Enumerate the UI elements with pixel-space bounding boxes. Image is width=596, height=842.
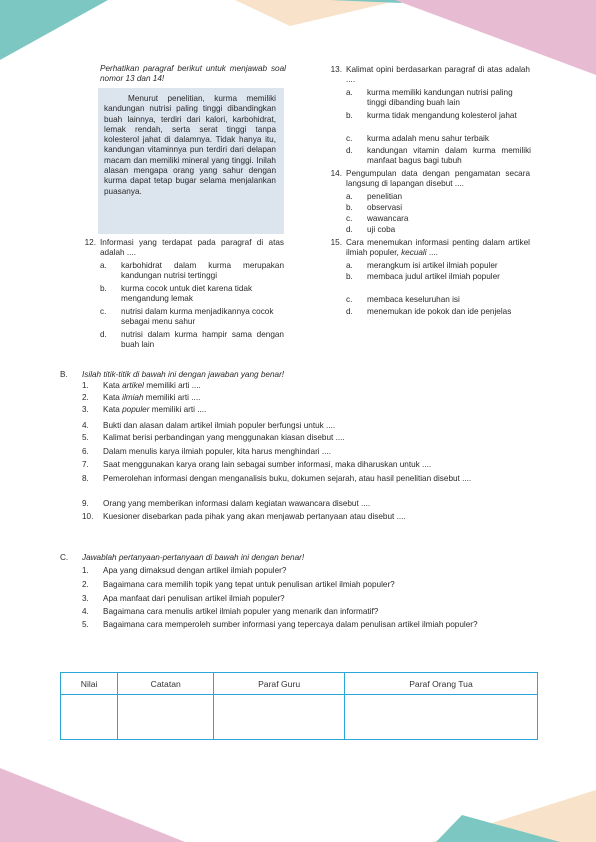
option-letter: d. — [346, 307, 353, 316]
option-text: merangkum isi artikel ilmiah populer — [367, 261, 498, 270]
option-text: penelitian — [367, 192, 403, 201]
question-number: 13. — [330, 65, 342, 74]
section-c-item-number: 1. — [82, 566, 89, 575]
grade-table-header — [61, 673, 538, 695]
item-text: Kuesioner disebarkan pada pihak yang akan menjawab pertanyaan atau disebut .... — [103, 512, 406, 521]
top-peach-shape — [235, 0, 400, 26]
option-text: kurma adalah menu sahur terbaik — [367, 134, 489, 143]
section-c-item-text: Bagaimana cara memperoleh sumber informasi yang tepercaya dalam penulisan artikel ilmiah populer? — [103, 620, 478, 629]
section-letter: B. — [60, 370, 68, 379]
option-text: nutrisi dalam kurma menjadikannya cocok sebagai menu sahur — [121, 307, 274, 327]
option-text: membaca keseluruhan isi — [367, 295, 460, 304]
reading-paragraph: Menurut penelitian, kurma memiliki kandungan nutrisi paling tinggi dibandingkan buah lainnya, terdiri dari kalori, karbohidrat, lemak rendah, serta serat tinggi tanpa kolesterol jahat di dalamnya. Tidak hanya itu, kandungan vitaminnya pun terdiri dari delapan macam dan memiliki mineral yang tinggi. Inilah alasan mengapa orang yang sahur dengan kurma dapat tetap bugar selama menjalankan puasanya. — [104, 94, 276, 196]
item-text-end: memiliki arti .... — [143, 393, 201, 402]
section-b-item-text — [103, 433, 537, 443]
question-text-emphasis: kecuali — [401, 248, 427, 258]
section-b-item-text — [103, 405, 537, 415]
question-number: 12. — [84, 238, 96, 247]
section-b-item-number: 2. — [82, 393, 89, 402]
question-text: Kalimat opini berdasarkan paragraf di atas adalah .... — [346, 65, 530, 85]
item-text-end: memiliki arti .... — [149, 405, 207, 414]
section-b-item-number: 1. — [82, 381, 89, 390]
section-c-item-number: 5. — [82, 620, 89, 629]
cell-paraf-guru[interactable] — [214, 695, 345, 740]
section-b-item-number: 4. — [82, 421, 89, 430]
item-text: Kata — [103, 405, 123, 414]
header-paraf-guru: Paraf Guru — [214, 673, 345, 695]
grade-table — [60, 672, 538, 740]
option-text: menemukan ide pokok dan ide penjelas — [367, 307, 512, 316]
question-text: Pengumpulan data dengan pengamatan secara langsung di lapangan disebut .... — [346, 169, 530, 189]
cell-catatan[interactable] — [118, 695, 214, 740]
option-letter: c. — [100, 307, 107, 316]
item-text: Saat menggunakan karya orang lain sebagai sumber informasi, maka diharuskan untuk .... — [103, 460, 432, 469]
option-letter: d. — [100, 330, 107, 339]
section-c-item-number: 2. — [82, 580, 89, 589]
section-b-item-number: 8. — [82, 474, 89, 483]
section-c-item-text: Apa yang dimaksud dengan artikel ilmiah populer? — [103, 566, 287, 575]
header-nilai: Nilai — [61, 673, 118, 695]
section-c-item-number: 3. — [82, 594, 89, 603]
cell-nilai[interactable] — [61, 695, 118, 740]
section-title: Jawablah pertanyaan-pertanyaan di bawah ini dengan benar! — [82, 553, 305, 562]
section-b-item-number: 6. — [82, 447, 89, 456]
question-text: Informasi yang terdapat pada paragraf di atas adalah .... — [100, 238, 284, 258]
option-letter: a. — [346, 192, 353, 201]
section-b-item-text — [103, 393, 537, 403]
section-c-item-text: Apa manfaat dari penulisan artikel ilmiah populer? — [103, 594, 285, 603]
section-b-item-number: 9. — [82, 499, 89, 508]
item-text-end: memiliki arti .... — [143, 381, 201, 390]
section-b-item-text — [103, 512, 537, 522]
option-letter: c. — [346, 214, 353, 223]
section-c-item-number: 4. — [82, 607, 89, 616]
bottom-left-pink-shape — [0, 768, 185, 842]
item-term: artikel — [122, 381, 144, 390]
section-letter: C. — [60, 553, 69, 562]
top-right-pink-shape — [395, 0, 596, 75]
option-text: observasi — [367, 203, 403, 212]
header-catatan: Catatan — [118, 673, 214, 695]
option-letter: d. — [346, 225, 353, 234]
section-b-item-text — [103, 447, 537, 457]
option-text: nutrisi dalam kurma hampir sama dengan buah lain — [121, 330, 284, 350]
option-letter: c. — [346, 134, 353, 143]
section-b-item-text — [103, 460, 537, 470]
section-title: Isilah titik-titik di bawah ini dengan jawaban yang benar! — [82, 370, 285, 379]
question-text-end: .... — [426, 248, 438, 258]
cell-paraf-orang-tua[interactable] — [344, 695, 537, 740]
option-letter: a. — [100, 261, 107, 270]
section-b-item-text — [103, 381, 537, 391]
option-text: wawancara — [367, 214, 409, 223]
item-text: Kata — [103, 393, 123, 402]
option-letter: c. — [346, 295, 353, 304]
option-text: karbohidrat dalam kurma merupakan kandungan nutrisi tertinggi — [121, 261, 284, 281]
option-letter: a. — [346, 88, 353, 97]
section-b-item-text — [103, 499, 537, 509]
header-paraf-orang-tua: Paraf Orang Tua — [344, 673, 537, 695]
section-b-item-number: 3. — [82, 405, 89, 414]
option-letter: b. — [346, 272, 353, 281]
option-letter: b. — [346, 203, 353, 212]
grade-table-row — [61, 695, 538, 740]
option-text: uji coba — [367, 225, 396, 234]
section-b-item-number: 10. — [82, 512, 94, 521]
question-number: 14. — [330, 169, 342, 178]
option-text: kurma tidak mengandung kolesterol jahat — [367, 111, 517, 120]
question-number: 15. — [330, 238, 342, 247]
item-term: ilmiah — [122, 393, 144, 402]
item-text: Pemerolehan informasi dengan menganalisis buku, dokumen sejarah, atau hasil penelitian disebut .... — [103, 474, 472, 483]
option-letter: d. — [346, 146, 353, 155]
option-letter: a. — [346, 261, 353, 270]
top-left-teal-shape — [0, 0, 108, 60]
option-text: kandungan vitamin dalam kurma memiliki manfaat bagus bagi tubuh — [367, 146, 531, 166]
option-text: kurma memiliki kandungan nutrisi paling tinggi dibanding buah lain — [367, 88, 513, 108]
item-text: Kalimat berisi perbandingan yang menggunakan kiasan disebut .... — [103, 433, 345, 442]
item-text: Bukti dan alasan dalam artikel ilmiah populer berfungsi untuk .... — [103, 421, 336, 430]
section-c-item-text: Bagaimana cara memilih topik yang tepat untuk penulisan artikel ilmiah populer? — [103, 580, 395, 589]
reading-instruction: Perhatikan paragraf berikut untuk menjawab soal nomor 13 dan 14! — [100, 64, 286, 84]
item-text: Dalam menulis karya ilmiah populer, kita harus menghindari .... — [103, 447, 331, 456]
section-b-item-text — [103, 421, 537, 431]
option-text: membaca judul artikel ilmiah populer — [367, 272, 500, 281]
section-b-item-text — [103, 474, 537, 484]
item-term: populer — [122, 405, 150, 414]
option-text: kurma cocok untuk diet karena tidak mengandung lemak — [121, 284, 253, 304]
option-letter: b. — [100, 284, 107, 293]
section-b-item-number: 5. — [82, 433, 89, 442]
question-text-main: Cara menemukan informasi penting dalam artikel ilmiah populer, — [346, 238, 530, 258]
item-text: Kata — [103, 381, 123, 390]
option-letter: b. — [346, 111, 353, 120]
section-c-item-text: Bagaimana cara menulis artikel ilmiah populer yang menarik dan informatif? — [103, 607, 379, 616]
question-text — [346, 238, 530, 259]
item-text: Orang yang memberikan informasi dalam kegiatan wawancara disebut .... — [103, 499, 371, 508]
section-b-item-number: 7. — [82, 460, 89, 469]
